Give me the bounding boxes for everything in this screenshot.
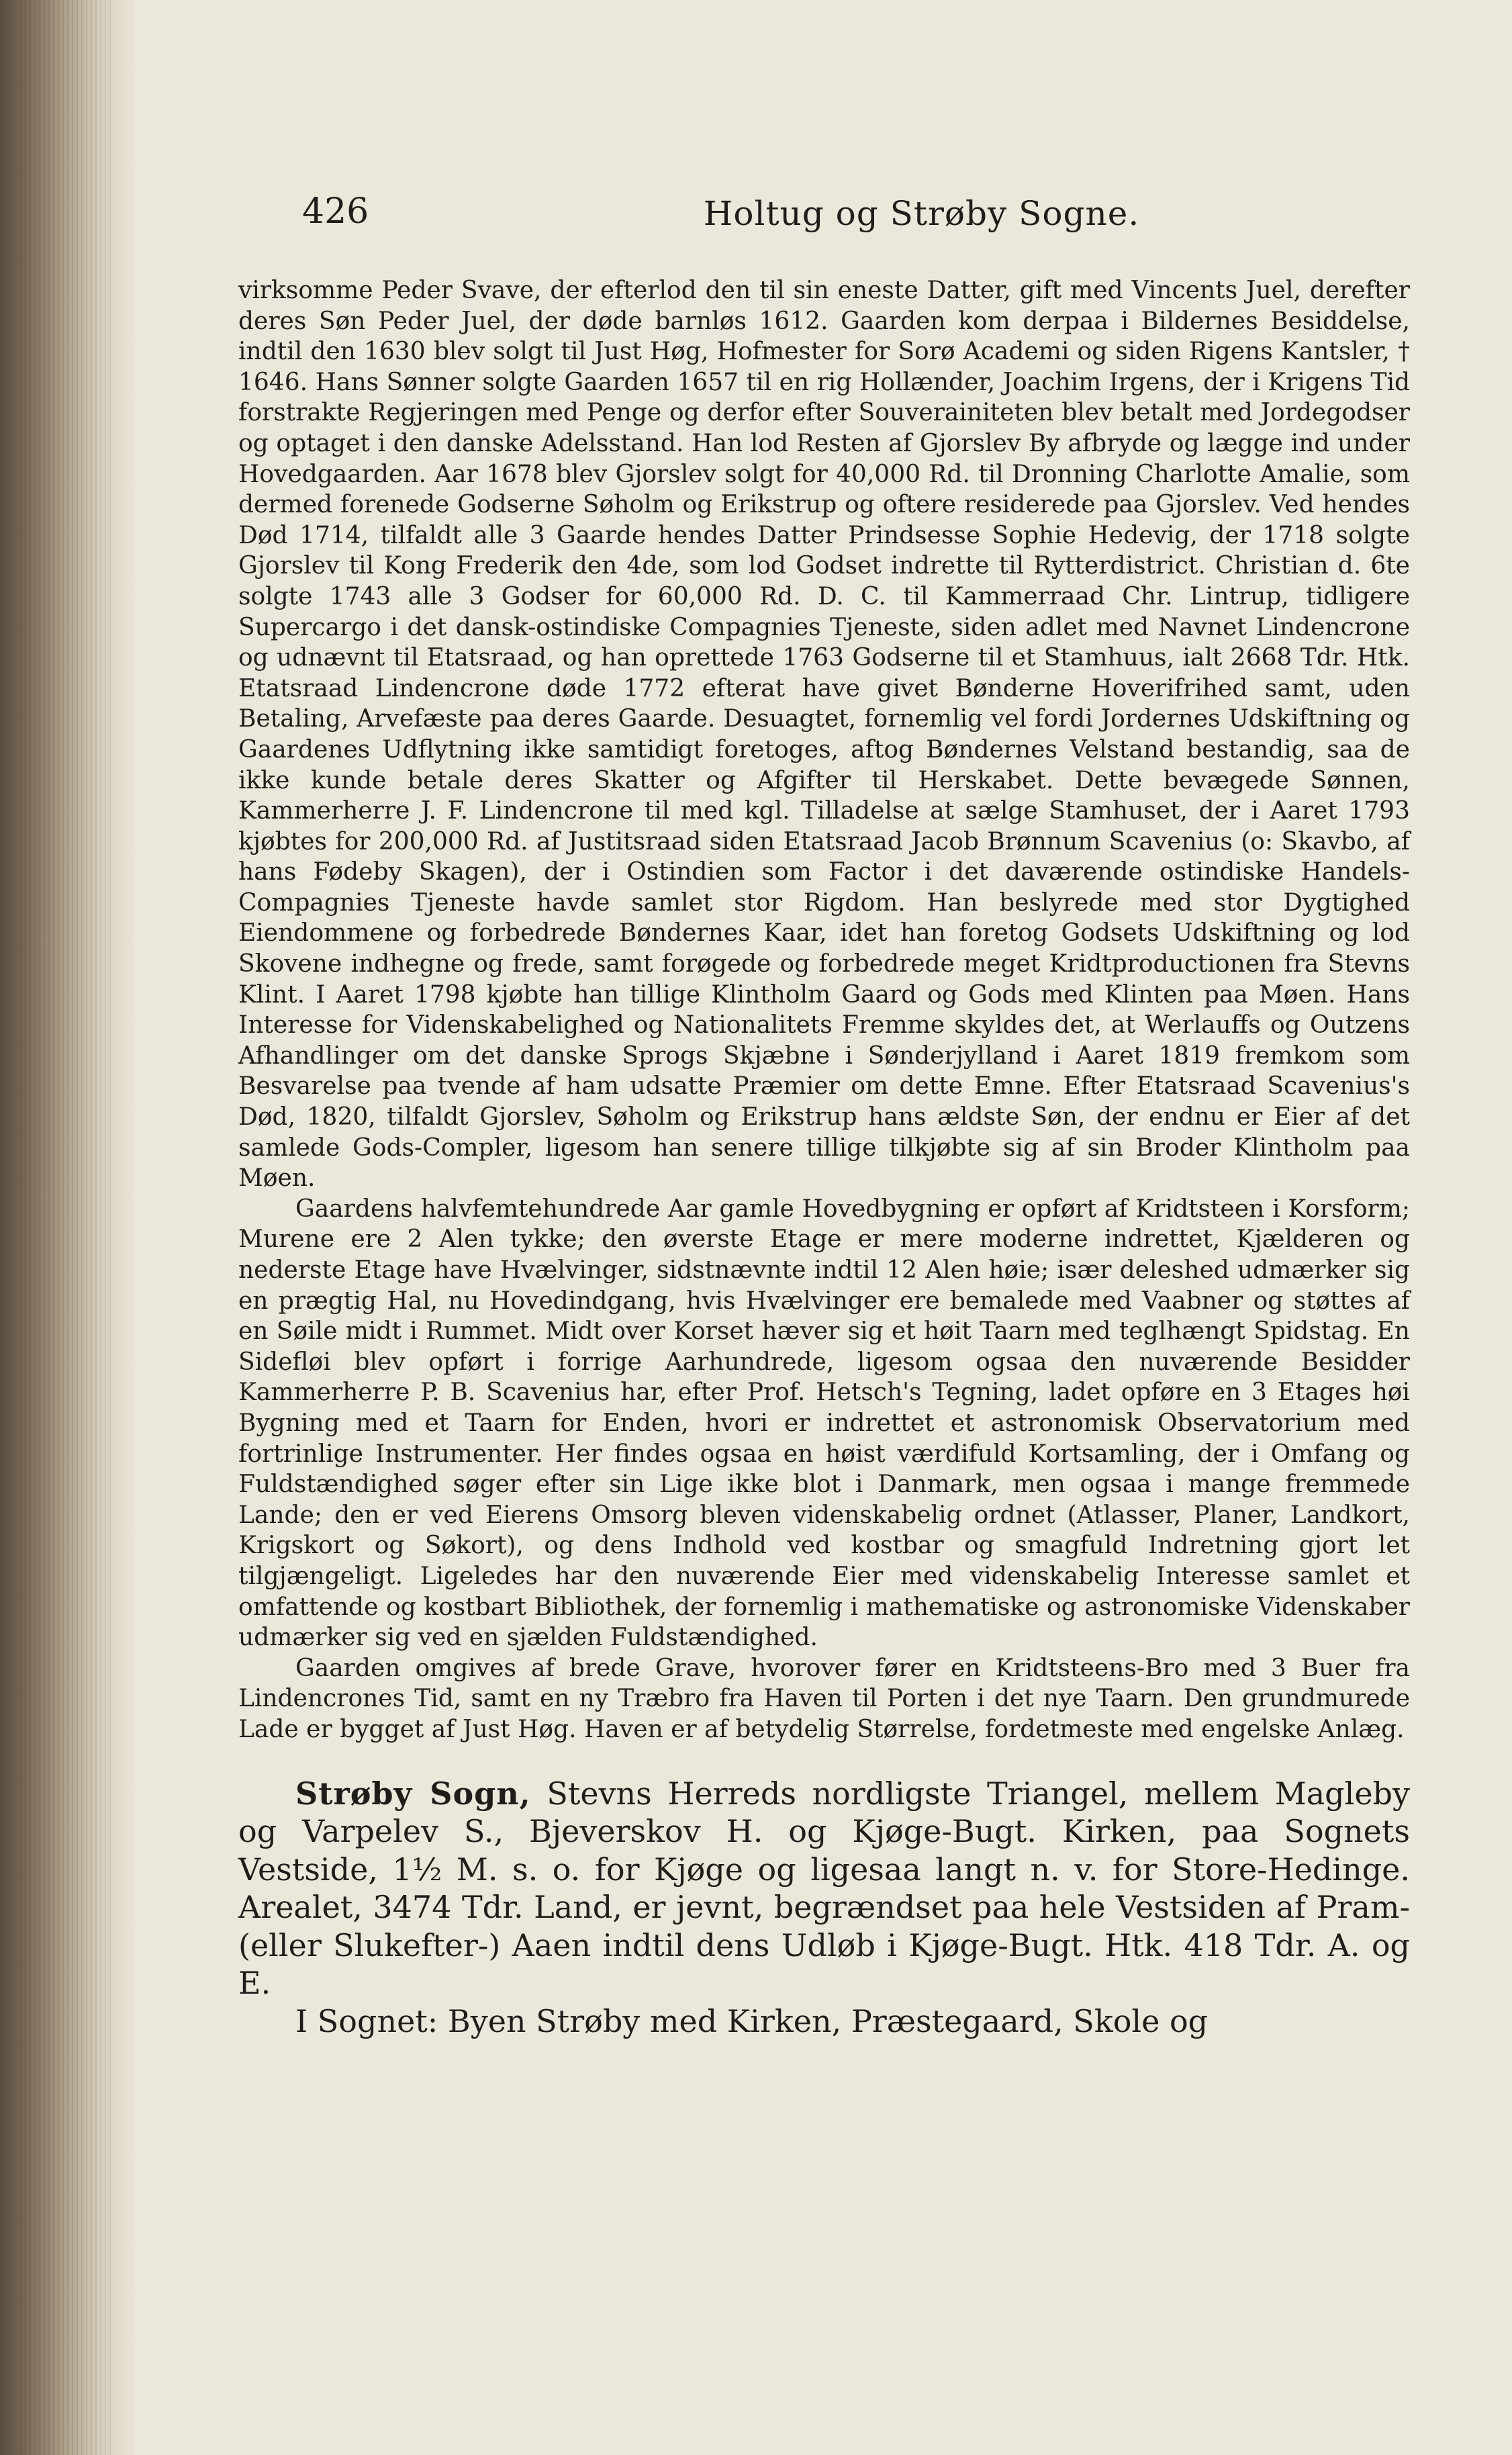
- section-text: Stevns Herreds nordligste Triangel, mellem Magleby og Varpelev S., Bjeverskov H. og Kjøge-Bugt. Kirken, paa Sognets Vestside, 1½ M. s. o. for Kjøge og ligesaa langt n. v. for Store-Hedinge. Arealet, 3474 Tdr. Land, er jevnt, begrændset paa hele Vestsiden af Pram- (eller Slukefter-) Aaen indtil dens Udløb i Kjøge-Bugt. Htk. 418 Tdr. A. og E.: [238, 1775, 1410, 2001]
- page-body: [238, 275, 1410, 2040]
- paragraph-history: virksomme Peder Svave, der efterlod den til sin eneste Datter, gift med Vincents Juel, derefter deres Søn Peder Juel, der døde barnløs 1612. Gaarden kom derpaa i Bildernes Besiddelse, indtil den 1630 blev solgt til Just Høg, Hofmester for Sorø Academi og siden Rigens Kantsler, † 1646. Hans Sønner solgte Gaarden 1657 til en rig Hollænder, Joachim Irgens, der i Krigens Tid forstrakte Regjeringen med Penge og derfor efter Souverainiteten blev betalt med Jordegodser og optaget i den danske Adelsstand. Han lod Resten af Gjorslev By afbryde og lægge ind under Hovedgaarden. Aar 1678 blev Gjorslev solgt for 40,000 Rd. til Dronning Charlotte Amalie, som dermed forenede Godserne Søholm og Erikstrup og oftere residerede paa Gjorslev. Ved hendes Død 1714, tilfaldt alle 3 Gaarde hendes Datter Prindsesse Sophie Hedevig, der 1718 solgte Gjorslev til Kong Frederik den 4de, som lod Godset indrette til Rytterdistrict. Christian d. 6te solgte 1743 alle 3 Godser for 60,000 Rd. D. C. til Kammerraad Chr. Lintrup, tidligere Supercargo i det dansk-ostindiske Compagnies Tjeneste, siden adlet med Navnet Lindencrone og udnævnt til Etatsraad, og han oprettede 1763 Godserne til et Stamhuus, ialt 2668 Tdr. Htk. Etatsraad Lindencrone døde 1772 efterat have givet Bønderne Hoverifrihed samt, uden Betaling, Arvefæste paa deres Gaarde. Desuagtet, fornemlig vel fordi Jordernes Udskiftning og Gaardenes Udflytning ikke samtidigt foretoges, aftog Bøndernes Velstand bestandig, saa de ikke kunde betale deres Skatter og Afgifter til Herskabet. Dette bevægede Sønnen, Kammerherre J. F. Lindencrone til med kgl. Tilladelse at sælge Stamhuset, der i Aaret 1793 kjøbtes for 200,000 Rd. af Justitsraad siden Etatsraad Jacob Brønnum Scavenius (o: Skavbo, af hans Fødeby Skagen), der i Ostindien som Factor i det daværende ostindiske Handels-Compagnies Tjeneste havde samlet stor Rigdom. Han beslyrede med stor Dygtighed Eiendommene og forbedrede Bøndernes Kaar, idet han foretog Godsets Udskiftning og lod Skovene indhegne og frede, samt forøgede og forbedrede meget Kridtproductionen fra Stevns Klint. I Aaret 1798 kjøbte han tillige Klintholm Gaard og Gods med Klinten paa Møen. Hans Interesse for Videnskabelighed og Nationalitets Fremme skyldes det, at Werlauffs og Outzens Afhandlinger om det danske Sprogs Skjæbne i Sønderjylland i Aaret 1819 fremkom som Besvarelse paa tvende af ham udsatte Præmier om dette Emne. Efter Etatsraad Scavenius's Død, 1820, tilfaldt Gjorslev, Søholm og Erikstrup hans ældste Søn, der endnu er Eier af det samlede Gods-Compler, ligesom han senere tillige tilkjøbte sig af sin Broder Klintholm paa Møen.: [238, 277, 1410, 1193]
- section-stroby-sogn: [238, 1775, 1410, 2002]
- paragraph-building: Gaardens halvfemtehundrede Aar gamle Hovedbygning er opført af Kridtsteen i Korsform; Murene ere 2 Alen tykke; den øverste Etage er mere moderne indrettet, Kjælderen og nederste Etage have Hvælvinger, sidstnævnte indtil 12 Alen høie; især deleshed udmærker sig en prægtig Hal, nu Hovedindgang, hvis Hvælvinger ere bemalede med Vaabner og støttes af en Søile midt i Rummet. Midt over Korset hæver sig et høit Taarn med teglhængt Spidstag. En Sidefløi blev opført i forrige Aarhundrede, ligesom ogsaa den nuværende Besidder Kammerherre P. B. Scavenius har, efter Prof. Hetsch's Tegning, ladet opføre en 3 Etages høi Bygning med et Taarn for Enden, hvori er indrettet et astronomisk Observatorium med fortrinlige Instrumenter. Her findes ogsaa en høist værdifuld Kortsamling, der i Omfang og Fuldstændighed søger efter sin Lige ikke blot i Danmark, men ogsaa i mange fremmede Lande; den er ved Eierens Omsorg bleven videnskabelig ordnet (Atlasser, Planer, Landkort, Krigskort og Søkort), og dens Indhold ved kostbar og smagfuld Indretning gjort let tilgjængeligt. Ligeledes har den nuværende Eier med videnskabelig Interesse samlet et omfattende og kostbart Bibliothek, der fornemlig i mathematiske og astronomiske Videnskaber udmærker sig ved en sjælden Fuldstændighed.: [238, 1195, 1410, 1652]
- book-page-edge: [0, 0, 134, 2455]
- running-title: Holtug og Strøby Sogne.: [703, 194, 1140, 233]
- section-last-line: I Sognet: Byen Strøby med Kirken, Præstegaard, Skole og: [295, 2002, 1209, 2039]
- section-title: Strøby Sogn,: [295, 1775, 531, 1812]
- page-number: 426: [302, 191, 369, 232]
- paragraph-grounds: Gaarden omgives af brede Grave, hvorover fører en Kridtsteens-Bro med 3 Buer fra Lindencrones Tid, samt en ny Træbro fra Haven til Porten i det nye Taarn. Den grundmurede Lade er bygget af Just Høg. Haven er af betydelig Størrelse, fordetmeste med engelske Anlæg.: [238, 1654, 1410, 1743]
- page-header: [302, 191, 1512, 245]
